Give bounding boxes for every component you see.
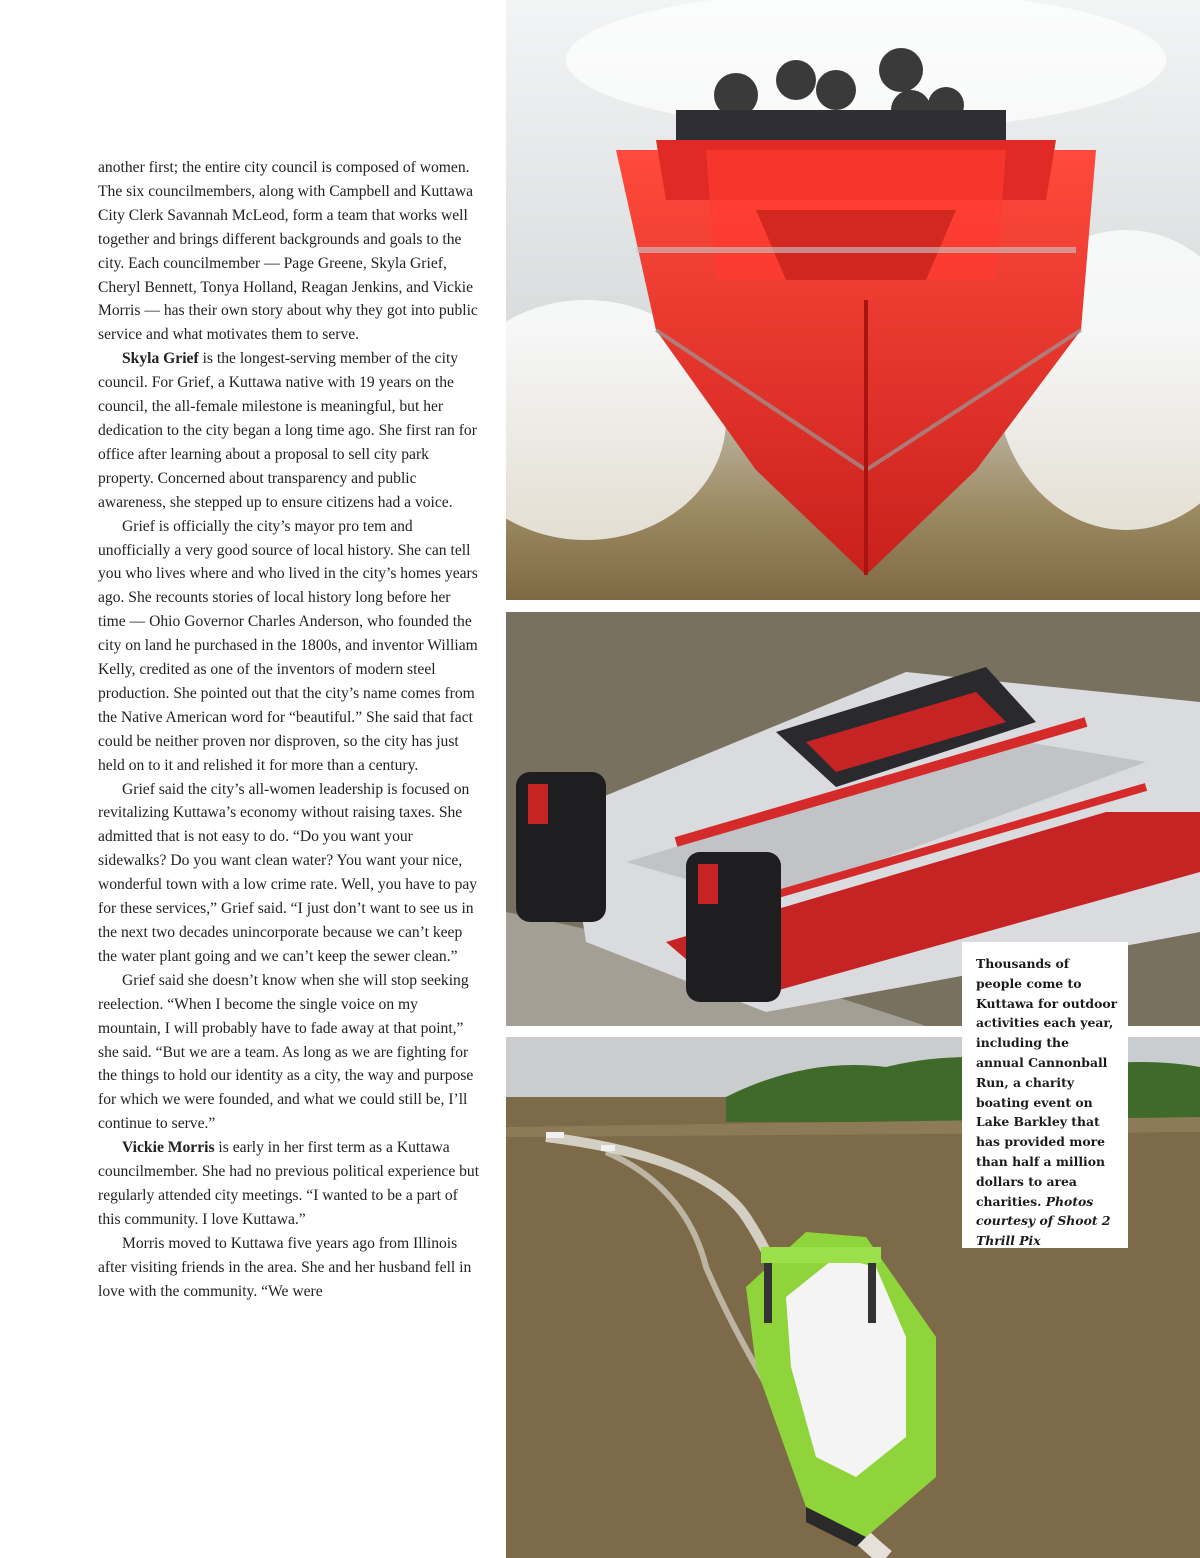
- paragraph-1: [98, 156, 482, 347]
- paragraph-4: [98, 778, 482, 969]
- paragraph-3-text: Grief is officially the city’s mayor pro tem and unofficially a very good source of local history. She can tell you who lives where and who lived in the city’s homes years ago. She recounts stories of local history long before her time — Ohio Governor Charles Anderson, who founded the city on land he purchased in the 1800s, and inventor William Kelly, credited as one of the inventors of modern steel production. She pointed out that the city’s name comes from the Native American word for “beautiful.” She said that fact could be neither proven nor disproven, so the city has just held on to it and relished it for more than a century.: [98, 517, 478, 774]
- article-body: [98, 156, 482, 1304]
- paragraph-5-text: Grief said she doesn’t know when she will stop seeking reelection. “When I become the single voice on my mountain, I will probably have to fade away at that point,” she said. “But we are a team. As long as we are fighting for the things to hold our identity as a city, the way and purpose for which we were founded, and what we could still be, I’ll continue to serve.”: [98, 971, 474, 1133]
- photo-caption: [962, 942, 1128, 1248]
- paragraph-2: [98, 347, 482, 514]
- paragraph-7-text: Morris moved to Kuttawa five years ago from Illinois after visiting friends in the area. She and her husband fell in love with the community. “We were: [98, 1234, 472, 1300]
- paragraph-6-lead: Vickie Morris: [122, 1139, 215, 1157]
- paragraph-2-text: is the longest-serving member of the city council. For Grief, a Kuttawa native with 19 years on the council, the all-female milestone is meaningful, but her dedication to the city began a long time ago. She first ran for office after learning about a proposal to sell city park property. Concerned about transparency and public awareness, she stepped up to ensure citizens had a voice.: [98, 350, 477, 511]
- caption-text: Thousands of people come to Kuttawa for outdoor activities each year, including the annual Cannonball Run, a charity boating event on Lake Barkley that has provided more than half a million dollars to area charities.: [976, 956, 1118, 1209]
- caption-credit: Photos courtesy of Shoot 2 Thrill Pix: [976, 1193, 1111, 1249]
- paragraph-4-text: Grief said the city’s all-women leadership is focused on revitalizing Kuttawa’s economy without raising taxes. She admitted that is not easy to do. “Do you want your sidewalks? Do you want clean water? You want your nice, wonderful town with a low crime rate. Well, you have to pay for these services,” Grief said. “I just don’t want to see us in the next two decades unincorporate because we can’t keep the water plant going and we can’t keep the sewer clean.”: [98, 780, 478, 965]
- paragraph-6: [98, 1136, 482, 1232]
- photo-red-boat: [506, 0, 1200, 600]
- paragraph-5: [98, 969, 482, 1136]
- paragraph-3: [98, 515, 482, 778]
- paragraph-6-text: is early in her first term as a Kuttawa councilmember. She had no previous political experience but regularly attended city meetings. “I wanted to be a part of this community. I love Kuttawa.”: [98, 1139, 480, 1228]
- paragraph-2-lead: Skyla Grief: [122, 350, 199, 368]
- paragraph-7: [98, 1232, 482, 1304]
- paragraph-1-text: another first; the entire city council is composed of women. The six councilmembers, along with Campbell and Kuttawa City Clerk Savannah McLeod, form a team that works well together and brings different backgrounds and goals to the city. Each councilmember — Page Greene, Skyla Grief, Cheryl Bennett, Tonya Holland, Reagan Jenkins, and Vickie Morris — has their own story about why they got into public service and what motivates them to serve.: [98, 159, 478, 344]
